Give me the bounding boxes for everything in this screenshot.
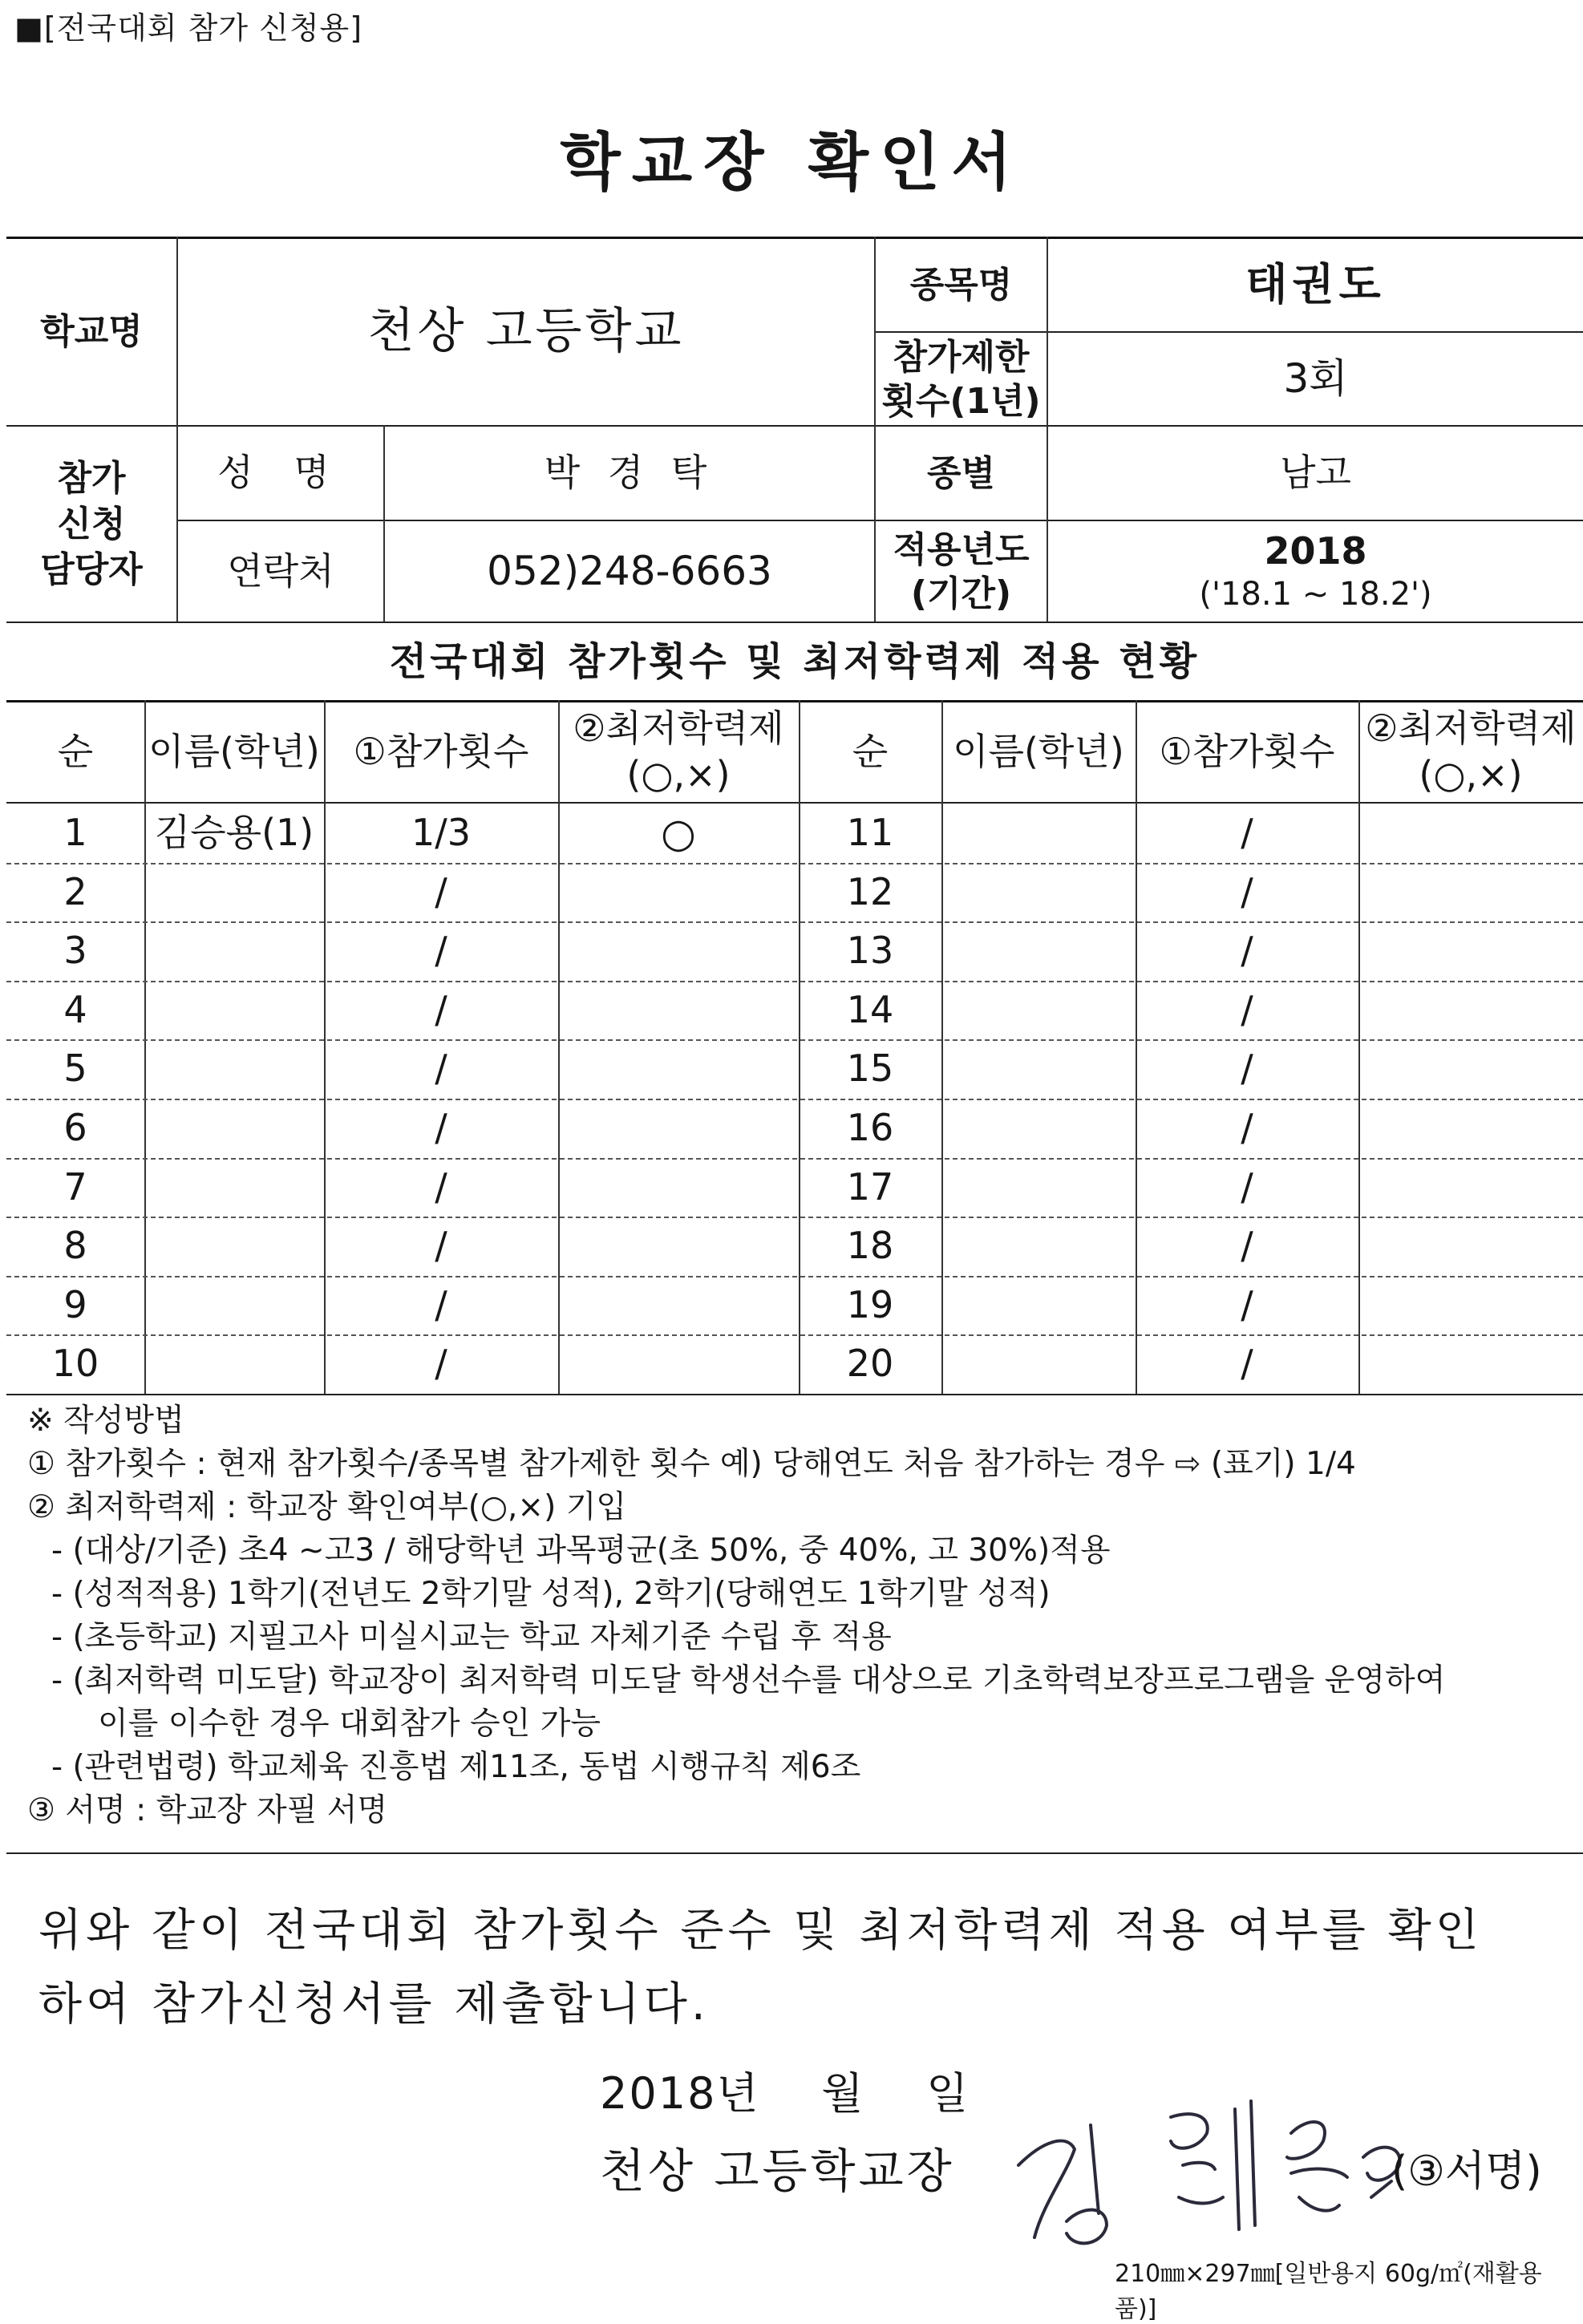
status-right-row-count: / xyxy=(1241,1106,1253,1150)
status-left-row-count: / xyxy=(435,1106,447,1150)
status-left-row-count: / xyxy=(435,1224,447,1268)
status-left-row-count: / xyxy=(435,988,447,1032)
manager-label xyxy=(6,427,176,621)
limit-label-line1: 참가제한 xyxy=(893,336,1030,378)
status-right-row-count: / xyxy=(1241,1342,1253,1386)
header-min-left-line1: ②최저학력제 xyxy=(573,707,784,750)
status-right-row-count: / xyxy=(1241,1047,1253,1091)
status-left-row-name xyxy=(144,921,324,981)
instruction-line: - (대상/기준) 초4 ~고3 / 해당학년 과목평균(초 50%, 중 40%, 고 30%)적용 xyxy=(51,1532,1111,1569)
status-right-row-min xyxy=(1358,1334,1583,1394)
status-left-row-name xyxy=(144,1334,324,1394)
manager-label-line2: 신청 xyxy=(57,503,126,545)
status-left-row-min xyxy=(558,863,799,922)
status-right-row-count: / xyxy=(1241,988,1253,1032)
status-left-row-min xyxy=(558,1158,799,1217)
header-min-right-line2: (○,×) xyxy=(1419,752,1523,796)
sport-value: 태권도 xyxy=(1245,259,1386,310)
status-right-row-min xyxy=(1358,1158,1583,1217)
instruction-line: ※ 작성방법 xyxy=(27,1403,184,1439)
limit-label-line2: 횟수(1년) xyxy=(881,380,1041,422)
status-right-row-min xyxy=(1358,1217,1583,1276)
school-principal: 천상 고등학교장 xyxy=(600,2144,955,2198)
manager-label-line3: 담당자 xyxy=(40,549,143,591)
header-seq-right: 순 xyxy=(852,729,889,773)
status-right-row-name xyxy=(941,1039,1136,1099)
status-right-row-min xyxy=(1358,981,1583,1040)
paper-spec: 210㎜×297㎜[일반용지 60g/㎡(재활용품)] xyxy=(1115,2260,1542,2323)
header-count-left: ①참가횟수 xyxy=(353,729,529,773)
status-right-row-min xyxy=(1358,1099,1583,1158)
signature-label: (③서명) xyxy=(1391,2148,1542,2196)
status-left-row-count: / xyxy=(435,929,447,973)
status-right-row-name xyxy=(941,1276,1136,1335)
manager-label-line1: 참가 xyxy=(57,457,126,499)
status-left-row-seq: 2 xyxy=(63,870,87,914)
header-min-left xyxy=(558,702,799,802)
status-right-row-name xyxy=(941,921,1136,981)
status-right-row-name xyxy=(941,1158,1136,1217)
status-right-row-seq: 12 xyxy=(846,870,894,914)
instruction-line: ② 최저학력제 : 학교장 확인여부(○,×) 기입 xyxy=(27,1489,627,1525)
status-left-row-seq: 6 xyxy=(63,1106,87,1150)
status-right-row-min xyxy=(1358,863,1583,922)
year-value-main: 2018 xyxy=(1264,528,1367,573)
sport-label: 종목명 xyxy=(909,264,1013,306)
contact-value: 052)248-6663 xyxy=(487,548,772,595)
header-min-left-line2: (○,×) xyxy=(626,752,731,796)
school-name-label: 학교명 xyxy=(40,311,143,352)
status-right-row-name xyxy=(941,1334,1136,1394)
year-period: ('18.1 ~ 18.2') xyxy=(1199,576,1432,613)
instruction-line: - (최저학력 미도달) 학교장이 최저학력 미도달 학생선수를 대상으로 기초학력보장프로그램을 운영하여 xyxy=(51,1662,1446,1698)
document-title: 학교장 확인서 xyxy=(560,127,1023,199)
year-label-line2: (기간) xyxy=(910,573,1012,614)
status-right-row-name xyxy=(941,981,1136,1040)
status-right-row-count: / xyxy=(1241,929,1253,973)
year-label-line1: 적용년도 xyxy=(893,528,1030,570)
status-right-row-count: / xyxy=(1241,1165,1253,1209)
status-left-row-name xyxy=(144,863,324,922)
instruction-line: - (성적적용) 1학기(전년도 2학기말 성적), 2학기(당해연도 1학기말 성적) xyxy=(51,1576,1051,1612)
handwritten-signature xyxy=(1010,2085,1427,2269)
header-name-right: 이름(학년) xyxy=(953,729,1124,773)
status-right-row-seq: 14 xyxy=(846,988,894,1032)
status-left-row-seq: 7 xyxy=(63,1165,87,1209)
status-left-row-count: / xyxy=(435,1342,447,1386)
declaration-line2: 하여 참가신청서를 제출합니다. xyxy=(38,1978,710,2030)
status-right-row-min xyxy=(1358,1039,1583,1099)
status-right-row-seq: 13 xyxy=(846,929,894,973)
writing-instructions xyxy=(27,1399,1575,1832)
header-seq-left: 순 xyxy=(57,729,94,773)
status-left-row-name xyxy=(144,981,324,1040)
status-right-row-count: / xyxy=(1241,1224,1253,1268)
declaration xyxy=(38,1894,1562,2042)
limit-label xyxy=(876,333,1047,425)
status-left-row-name xyxy=(144,1276,324,1335)
category-value: 남고 xyxy=(1280,451,1351,495)
header-name-left: 이름(학년) xyxy=(148,729,320,773)
header-count-right: ①참가횟수 xyxy=(1159,729,1335,773)
status-left-row-seq: 10 xyxy=(51,1342,99,1386)
status-left-row-count: / xyxy=(435,1165,447,1209)
status-right-row-min xyxy=(1358,921,1583,981)
status-left-row-min xyxy=(558,1099,799,1158)
status-title: 전국대회 참가횟수 및 최저학력제 적용 현황 xyxy=(389,639,1200,684)
status-left-row-count: / xyxy=(435,870,447,914)
instruction-line: - (관련법령) 학교체육 진흥법 제11조, 동법 시행규칙 제6조 xyxy=(51,1749,861,1785)
status-left-row-seq: 3 xyxy=(63,929,87,973)
document-label: ■[전국대회 참가 신청용] xyxy=(14,10,363,46)
status-left-row-name xyxy=(144,1217,324,1276)
status-right-row-name xyxy=(941,1099,1136,1158)
limit-value: 3회 xyxy=(1283,355,1348,403)
status-right-row-name xyxy=(941,863,1136,922)
name-label: 성 명 xyxy=(217,451,344,495)
contact-label: 연락처 xyxy=(227,549,334,593)
instruction-line: ① 참가횟수 : 현재 참가횟수/종목별 참가제한 횟수 예) 당해연도 처음 참가하는 경우 ⇨ (표기) 1/4 xyxy=(27,1446,1356,1482)
status-left-row-min xyxy=(558,981,799,1040)
status-left-row-min xyxy=(558,1276,799,1335)
status-left-row-name xyxy=(144,1158,324,1217)
status-left-row-min xyxy=(558,921,799,981)
declaration-line1: 위와 같이 전국대회 참가횟수 준수 및 최저학력제 적용 여부를 확인 xyxy=(38,1905,1483,1957)
status-left-row-min xyxy=(558,1217,799,1276)
status-right-row-seq: 19 xyxy=(846,1283,894,1327)
status-right-row-seq: 15 xyxy=(846,1047,894,1091)
status-right-row-count: / xyxy=(1241,1283,1253,1327)
instruction-line: - (초등학교) 지필고사 미실시교는 학교 자체기준 수립 후 적용 xyxy=(51,1619,892,1655)
status-left-row-seq: 8 xyxy=(63,1224,87,1268)
status-right-row-seq: 20 xyxy=(846,1342,894,1386)
signing-date: 2018년 월 일 xyxy=(600,2068,970,2119)
status-left-row-count: / xyxy=(435,1047,447,1091)
year-label xyxy=(876,521,1047,621)
status-right-row-seq: 16 xyxy=(846,1106,894,1150)
status-right-row-name xyxy=(941,1217,1136,1276)
status-left-row-count: / xyxy=(435,1283,447,1327)
status-left-row-min xyxy=(558,1334,799,1394)
name-value: 박 경 탁 xyxy=(544,451,715,495)
instruction-line: 이를 이수한 경우 대회참가 승인 가능 xyxy=(98,1706,601,1742)
status-right-row-seq: 11 xyxy=(846,811,894,855)
status-left-row-count: 1/3 xyxy=(411,811,472,855)
status-right-row-name xyxy=(941,804,1136,863)
status-right-row-count: / xyxy=(1241,811,1253,855)
status-left-row-name: 김승용(1) xyxy=(154,811,314,855)
year-value xyxy=(1048,521,1583,621)
status-left-row-name xyxy=(144,1039,324,1099)
status-left-row-name xyxy=(144,1099,324,1158)
status-right-row-seq: 17 xyxy=(846,1165,894,1209)
category-label: 종별 xyxy=(926,452,995,494)
header-min-right xyxy=(1358,702,1583,802)
status-right-row-min xyxy=(1358,804,1583,863)
status-left-row-min xyxy=(558,1039,799,1099)
school-name-value: 천상 고등학교 xyxy=(367,303,685,359)
status-right-row-count: / xyxy=(1241,870,1253,914)
status-left-row-seq: 1 xyxy=(63,811,87,855)
status-right-row-seq: 18 xyxy=(846,1224,894,1268)
status-left-row-seq: 4 xyxy=(63,988,87,1032)
header-min-right-line1: ②최저학력제 xyxy=(1365,707,1577,750)
status-right-row-min xyxy=(1358,1276,1583,1335)
status-left-row-min: ○ xyxy=(661,809,696,856)
status-left-row-seq: 9 xyxy=(63,1283,87,1327)
status-left-row-seq: 5 xyxy=(63,1047,87,1091)
instruction-line: ③ 서명 : 학교장 자필 서명 xyxy=(27,1792,388,1828)
